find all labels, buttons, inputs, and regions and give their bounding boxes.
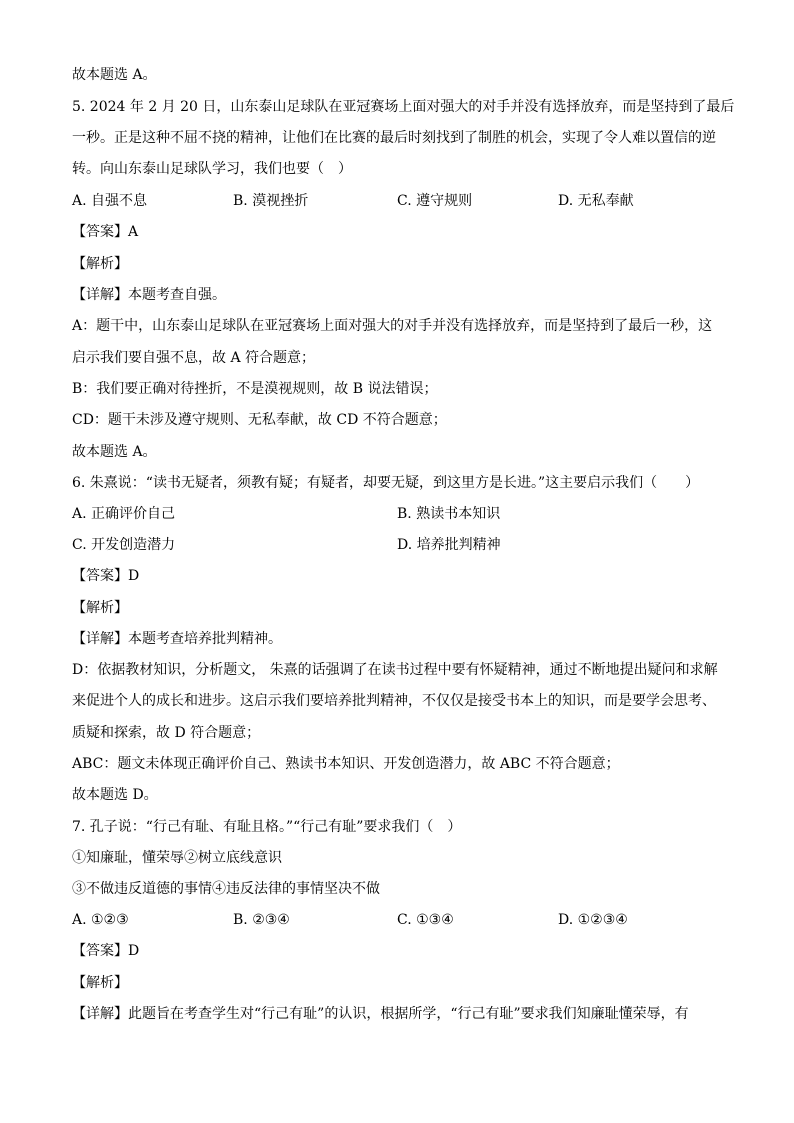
q6-option-c: C. 开发创造潜力 <box>72 537 176 553</box>
question-6-text: 6. 朱熹说：“读书无疑者，须教有疑；有疑者，却要无疑，到这里方是长进。”这主要启示我们（ ） <box>72 475 700 491</box>
analysis-label: 【解析】 <box>72 600 128 616</box>
question-7-text: 7. 孔子说：“行己有耻、有耻且格。”“行己有耻”要求我们（ ） <box>72 819 462 835</box>
explanation-line: CD：题干未涉及遵守规则、无私奉献，故 CD 不符合题意； <box>72 412 447 428</box>
q7-option-a: A. ①②③ <box>72 912 129 928</box>
analysis-label: 【解析】 <box>72 256 128 272</box>
conclusion-line: 故本题选 A。 <box>72 67 157 83</box>
q6-option-d: D. 培养批判精神 <box>397 537 501 553</box>
analysis-label: 【解析】 <box>72 975 128 991</box>
conclusion-line: 故本题选 A。 <box>72 444 157 460</box>
explanation-line: 来促进个人的成长和进步。这启示我们要培养批判精神，不仅仅是接受书本上的知识，而是要学会思考、 <box>72 693 716 709</box>
q5-option-d: D. 无私奉献 <box>558 193 634 209</box>
conclusion-line: 故本题选 D。 <box>72 787 158 803</box>
explanation-line: D：依据教材知识，分析题文， 朱熹的话强调了在读书过程中要有怀疑精神，通过不断地提出疑问和求解 <box>72 662 718 678</box>
q5-option-a: A. 自强不息 <box>72 193 148 209</box>
q5-option-b: B. 漠视挫折 <box>233 193 309 209</box>
explanation-line: A：题干中，山东泰山足球队在亚冠赛场上面对强大的对手并没有选择放弃，而是坚持到了最后一秒，这 <box>72 318 713 334</box>
q5-option-c: C. 遵守规则 <box>397 193 473 209</box>
explanation-line: 【详解】此题旨在考查学生对“行己有耻”的认识，根据所学，“行己有耻”要求我们知廉耻懂荣辱，有 <box>72 1006 689 1022</box>
explanation-line: 【详解】本题考查培养批判精神。 <box>72 631 282 647</box>
question-5-text: 转。向山东泰山足球队学习，我们也要（ ） <box>72 161 352 177</box>
q7-option-c: C. ①③④ <box>397 912 454 928</box>
answer-label: 【答案】D <box>72 568 140 584</box>
question-5-text: 5. 2024 年 2 月 20 日，山东泰山足球队在亚冠赛场上面对强大的对手并没有选择放弃，而是坚持到了最后 <box>72 99 735 115</box>
answer-label: 【答案】D <box>72 943 140 959</box>
q7-option-b: B. ②③④ <box>233 912 290 928</box>
question-5-text: 一秒。正是这种不屈不挠的精神，让他们在比赛的最后时刻找到了制胜的机会，实现了令人难以置信的逆 <box>72 130 716 146</box>
explanation-line: 【详解】本题考查自强。 <box>72 287 226 303</box>
question-7-statements: ①知廉耻，懂荣辱②树立底线意识 <box>72 850 282 866</box>
explanation-line: 质疑和探索，故 D 符合题意； <box>72 725 261 741</box>
question-7-statements: ③不做违反道德的事情④违反法律的事情坚决不做 <box>72 881 380 897</box>
q6-option-a: A. 正确评价自己 <box>72 506 176 522</box>
q6-option-b: B. 熟读书本知识 <box>397 506 501 522</box>
explanation-line: 启示我们要自强不息，故 A 符合题意； <box>72 350 316 366</box>
answer-label: 【答案】A <box>72 224 139 240</box>
explanation-line: ABC：题文未体现正确评价自己、熟读书本知识、开发创造潜力，故 ABC 不符合题意； <box>72 756 620 772</box>
explanation-line: B：我们要正确对待挫折，不是漠视规则，故 B 说法错误； <box>72 381 438 397</box>
q7-option-d: D. ①②③④ <box>558 912 628 928</box>
